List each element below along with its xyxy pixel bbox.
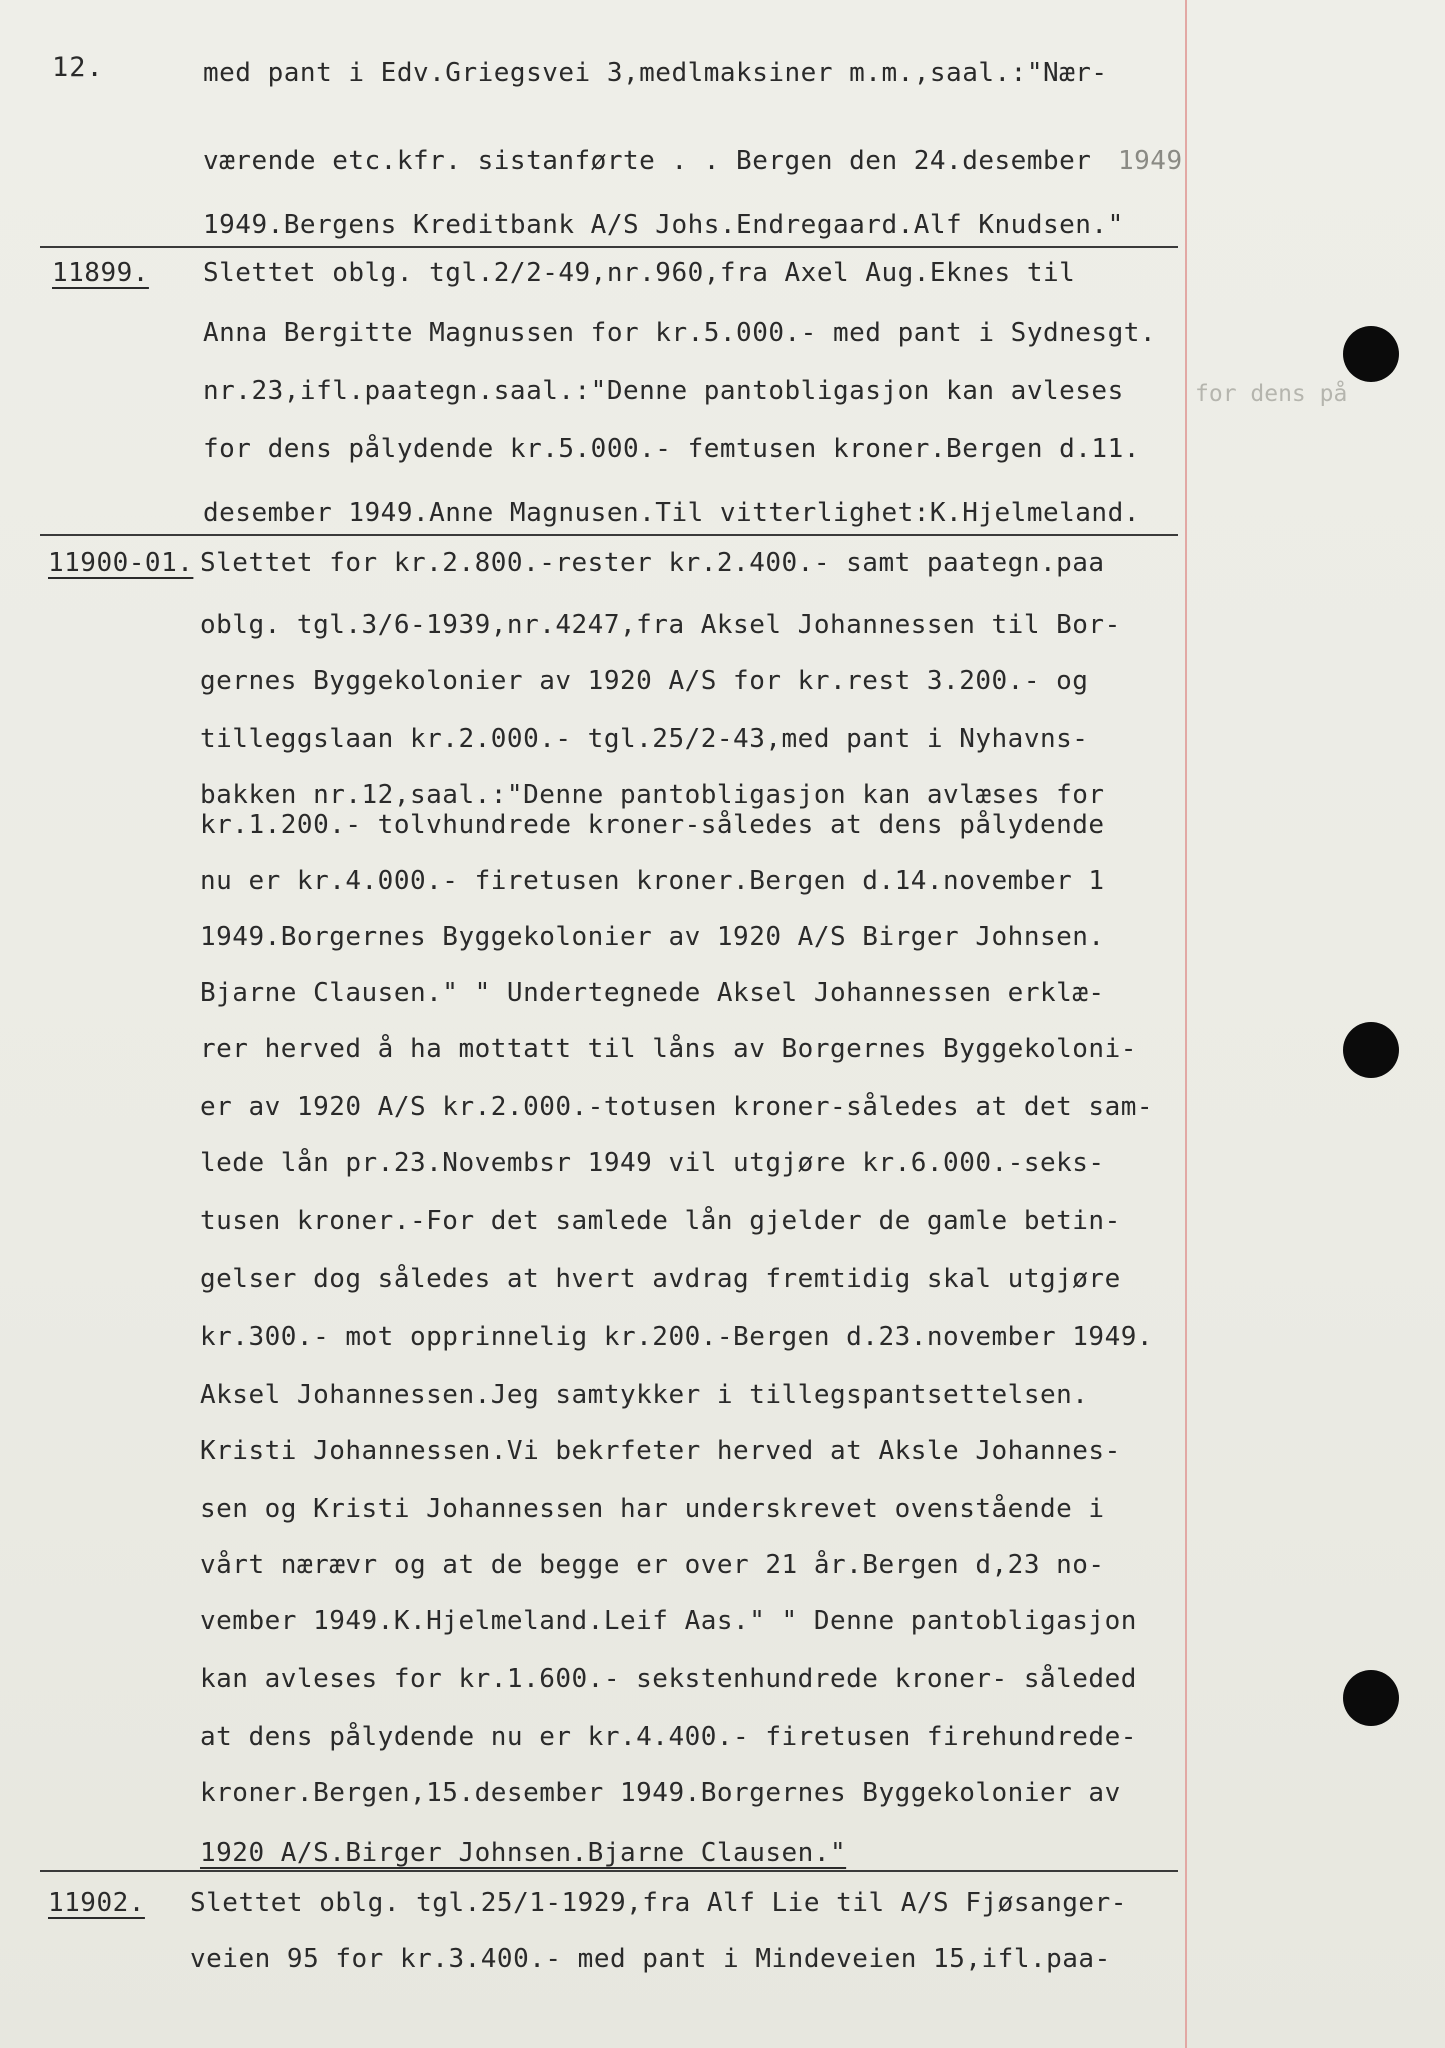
entry-line: Slettet for kr.2.800.-rester kr.2.400.- samt paategn.paa <box>200 548 1105 578</box>
entry-line: Kristi Johannessen.Vi bekrfeter herved at Aksle Johannes- <box>200 1436 1121 1466</box>
bleed-through-text: for dens på <box>1195 381 1348 407</box>
entry-line: med pant i Edv.Griegsvei 3,medlmaksiner m.m.,saal.:"Nær- <box>203 58 1108 88</box>
entry-line: nu er kr.4.000.- firetusen kroner.Bergen d.14.november 1 <box>200 866 1105 896</box>
entry-line: desember 1949.Anne Magnusen.Til vitterlighet:K.Hjelmeland. <box>203 498 1140 528</box>
entry-line: kroner.Bergen,15.desember 1949.Borgernes Byggekolonier av <box>200 1778 1121 1808</box>
entry-separator <box>40 534 1178 536</box>
entry-line: kr.300.- mot opprinnelig kr.200.-Bergen d.23.november 1949. <box>200 1322 1154 1352</box>
entry-line: tusen kroner.-For det samlede lån gjelder de gamle betin- <box>200 1206 1121 1236</box>
entry-line: veien 95 for kr.3.400.- med pant i Mindeveien 15,ifl.paa- <box>190 1944 1111 1974</box>
entry-line: nr.23,ifl.paategn.saal.:"Denne pantobligasjon kan avleses <box>203 376 1124 406</box>
entry-line: vårt nærævr og at de begge er over 21 år.Bergen d,23 no- <box>200 1550 1105 1580</box>
entry-line: Aksel Johannessen.Jeg samtykker i tillegspantsettelsen. <box>200 1380 1089 1410</box>
entry-line: Bjarne Clausen." " Undertegnede Aksel Johannessen erklæ- <box>200 978 1105 1008</box>
page-number: 12. <box>52 52 104 83</box>
entry-line: Anna Bergitte Magnussen for kr.5.000.- med pant i Sydnesgt. <box>203 318 1157 348</box>
entry-separator <box>40 246 1178 248</box>
entry-line: bakken nr.12,saal.:"Denne pantobligasjon kan avlæses for <box>200 780 1105 810</box>
entry-line: er av 1920 A/S kr.2.000.-totusen kroner-således at det sam- <box>200 1092 1154 1122</box>
entry-number: 11899. <box>52 258 149 288</box>
entry-line: kan avleses for kr.1.600.- sekstenhundrede kroner- såleded <box>200 1664 1137 1694</box>
entry-line: gernes Byggekolonier av 1920 A/S for kr.rest 3.200.- og <box>200 666 1089 696</box>
punch-hole <box>1343 326 1399 382</box>
entry-line: Slettet oblg. tgl.25/1-1929,fra Alf Lie til A/S Fjøsanger- <box>190 1888 1127 1918</box>
entry-line: gelser dog således at hvert avdrag fremtidig skal utgjøre <box>200 1264 1121 1294</box>
entry-line: oblg. tgl.3/6-1939,nr.4247,fra Aksel Johannessen til Bor- <box>200 610 1121 640</box>
entry-line: tilleggslaan kr.2.000.- tgl.25/2-43,med pant i Nyhavns- <box>200 724 1089 754</box>
punch-hole <box>1343 1022 1399 1078</box>
entry-line: Slettet oblg. tgl.2/2-49,nr.960,fra Axel Aug.Eknes til <box>203 258 1076 288</box>
entry-separator <box>40 1870 1178 1872</box>
margin-year: 1949 <box>1118 146 1183 176</box>
entry-line: for dens pålydende kr.5.000.- femtusen kroner.Bergen d.11. <box>203 434 1140 464</box>
entry-line: værende etc.kfr. sistanførte . . Bergen den 24.desember <box>203 146 1092 176</box>
entry-line: sen og Kristi Johannessen har underskrevet ovenstående i <box>200 1494 1105 1524</box>
entry-line: 1920 A/S.Birger Johnsen.Bjarne Clausen." <box>200 1838 847 1868</box>
margin-rule <box>1185 0 1187 2048</box>
entry-line: kr.1.200.- tolvhundrede kroner-således at dens pålydende <box>200 810 1105 840</box>
entry-number: 11902. <box>48 1888 145 1918</box>
punch-hole <box>1343 1670 1399 1726</box>
entry-line: lede lån pr.23.Novembsr 1949 vil utgjøre kr.6.000.-seks- <box>200 1148 1105 1178</box>
entry-line: 1949.Borgernes Byggekolonier av 1920 A/S Birger Johnsen. <box>200 922 1105 952</box>
entry-number: 11900-01. <box>48 548 194 578</box>
entry-line: vember 1949.K.Hjelmeland.Leif Aas." " Denne pantobligasjon <box>200 1606 1137 1636</box>
entry-line: rer herved å ha mottatt til låns av Borgernes Byggekoloni- <box>200 1034 1137 1064</box>
entry-line: 1949.Bergens Kreditbank A/S Johs.Endregaard.Alf Knudsen." <box>203 210 1124 240</box>
entry-line: at dens pålydende nu er kr.4.400.- firetusen firehundrede- <box>200 1722 1137 1752</box>
